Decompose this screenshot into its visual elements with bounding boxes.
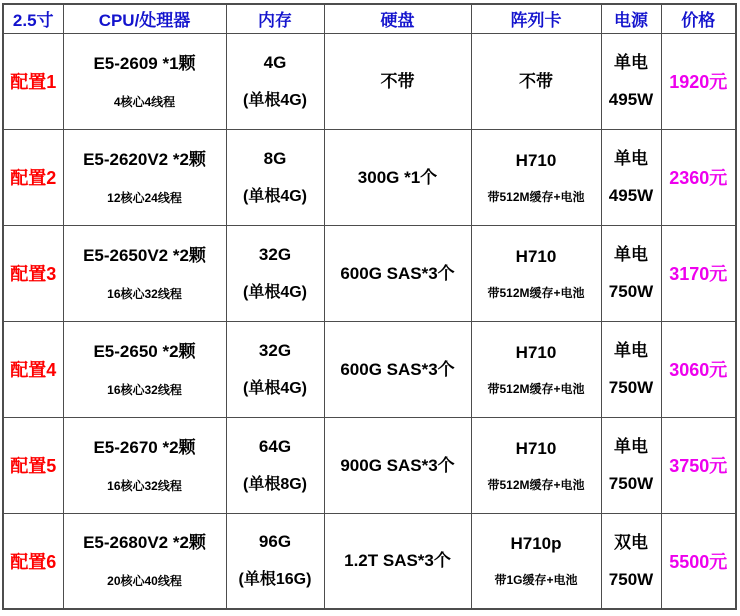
cpu-cores: 12核心24线程 <box>107 190 182 205</box>
price-value: 3170元 <box>661 225 736 321</box>
header-ram: 内存 <box>226 4 324 33</box>
price-value: 3060元 <box>661 321 736 417</box>
cpu-model: E5-2650 *2颗 <box>93 341 196 361</box>
ram-module: (单根4G) <box>242 283 307 301</box>
raid-cell <box>471 225 601 321</box>
cpu-cores: 4核心4线程 <box>113 94 176 109</box>
raid-cache: 带1G缓存+电池 <box>494 573 578 588</box>
config-label: 配置1 <box>3 33 63 129</box>
cpu-cell <box>63 33 226 129</box>
raid-cell <box>471 417 601 513</box>
cpu-model: E5-2609 *1颗 <box>93 53 196 73</box>
raid-cell <box>471 33 601 129</box>
cpu-cell <box>63 417 226 513</box>
cpu-cores: 16核心32线程 <box>107 286 182 301</box>
ram-cell <box>226 417 324 513</box>
ram-cell <box>226 321 324 417</box>
raid-cache: 带512M缓存+电池 <box>487 477 585 492</box>
raid-model: H710 <box>515 438 557 458</box>
ram-module: (单根16G) <box>238 571 312 589</box>
ram-cell <box>226 513 324 609</box>
header-cpu: CPU/处理器 <box>63 4 226 33</box>
price-value: 1920元 <box>661 33 736 129</box>
table-row-config1 <box>3 33 736 129</box>
header-raid: 阵列卡 <box>471 4 601 33</box>
price-value: 5500元 <box>661 513 736 609</box>
cpu-cell <box>63 129 226 225</box>
psu-cell <box>601 225 661 321</box>
psu-watt: 750W <box>608 378 654 397</box>
disk-cell <box>324 513 471 609</box>
disk-cell <box>324 321 471 417</box>
cpu-model: E5-2620V2 *2颗 <box>83 149 206 169</box>
config-label: 配置6 <box>3 513 63 609</box>
psu-cell <box>601 417 661 513</box>
raid-cell <box>471 129 601 225</box>
ram-size: 96G <box>258 532 292 552</box>
ram-size: 64G <box>258 436 292 456</box>
server-config-price-table <box>2 3 737 610</box>
table-row-config4 <box>3 321 736 417</box>
price-value: 2360元 <box>661 129 736 225</box>
raid-cache: 带512M缓存+电池 <box>487 381 585 396</box>
disk-cell <box>324 129 471 225</box>
raid-model: H710p <box>510 534 562 554</box>
table-row-config5 <box>3 417 736 513</box>
ram-module: (单根8G) <box>242 475 307 493</box>
disk-spec: 600G SAS*3个 <box>340 359 455 379</box>
header-size: 2.5寸 <box>3 4 63 33</box>
disk-cell <box>324 417 471 513</box>
psu-cell <box>601 33 661 129</box>
ram-module: (单根4G) <box>242 379 307 397</box>
config-label: 配置4 <box>3 321 63 417</box>
price-value: 3750元 <box>661 417 736 513</box>
psu-type: 单电 <box>614 245 648 264</box>
header-row <box>3 4 736 33</box>
disk-spec: 1.2T SAS*3个 <box>344 551 451 571</box>
psu-watt: 495W <box>608 90 654 109</box>
cpu-model: E5-2670 *2颗 <box>93 437 196 457</box>
psu-type: 单电 <box>614 341 648 360</box>
table-row-config6 <box>3 513 736 609</box>
psu-type: 单电 <box>614 53 648 72</box>
psu-type: 单电 <box>614 437 648 456</box>
psu-watt: 495W <box>608 186 654 205</box>
config-label: 配置2 <box>3 129 63 225</box>
ram-size: 32G <box>258 340 292 360</box>
raid-model: H710 <box>515 246 557 266</box>
ram-module: (单根4G) <box>242 187 307 205</box>
cpu-model: E5-2650V2 *2颗 <box>83 245 206 265</box>
header-psu: 电源 <box>601 4 661 33</box>
disk-cell <box>324 225 471 321</box>
psu-cell <box>601 129 661 225</box>
psu-cell <box>601 513 661 609</box>
table-row-config2 <box>3 129 736 225</box>
ram-cell <box>226 129 324 225</box>
ram-cell <box>226 33 324 129</box>
cpu-cores: 16核心32线程 <box>107 478 182 493</box>
psu-cell <box>601 321 661 417</box>
raid-cache: 带512M缓存+电池 <box>487 189 585 204</box>
table-row-config3 <box>3 225 736 321</box>
cpu-cell <box>63 321 226 417</box>
ram-size: 32G <box>258 244 292 264</box>
ram-size: 4G <box>263 52 287 72</box>
raid-model: H710 <box>515 342 557 362</box>
ram-size: 8G <box>263 148 287 168</box>
cpu-cell <box>63 513 226 609</box>
disk-spec: 600G SAS*3个 <box>340 263 455 283</box>
raid-cache: 带512M缓存+电池 <box>487 285 585 300</box>
header-disk: 硬盘 <box>324 4 471 33</box>
config-label: 配置5 <box>3 417 63 513</box>
cpu-cell <box>63 225 226 321</box>
header-price: 价格 <box>661 4 736 33</box>
disk-spec: 900G SAS*3个 <box>340 455 455 475</box>
cpu-cores: 16核心32线程 <box>107 382 182 397</box>
config-label: 配置3 <box>3 225 63 321</box>
raid-cell <box>471 321 601 417</box>
psu-type: 双电 <box>614 532 648 552</box>
cpu-model: E5-2680V2 *2颗 <box>83 533 206 553</box>
disk-spec: 300G *1个 <box>357 167 438 187</box>
psu-watt: 750W <box>608 569 654 589</box>
raid-model: 不带 <box>519 71 553 91</box>
cpu-cores: 20核心40线程 <box>107 574 182 589</box>
ram-cell <box>226 225 324 321</box>
raid-cell <box>471 513 601 609</box>
disk-cell <box>324 33 471 129</box>
psu-type: 单电 <box>614 149 648 168</box>
psu-watt: 750W <box>608 282 654 301</box>
disk-spec: 不带 <box>380 71 415 91</box>
ram-module: (单根4G) <box>242 91 307 109</box>
psu-watt: 750W <box>608 474 654 493</box>
raid-model: H710 <box>515 150 557 170</box>
